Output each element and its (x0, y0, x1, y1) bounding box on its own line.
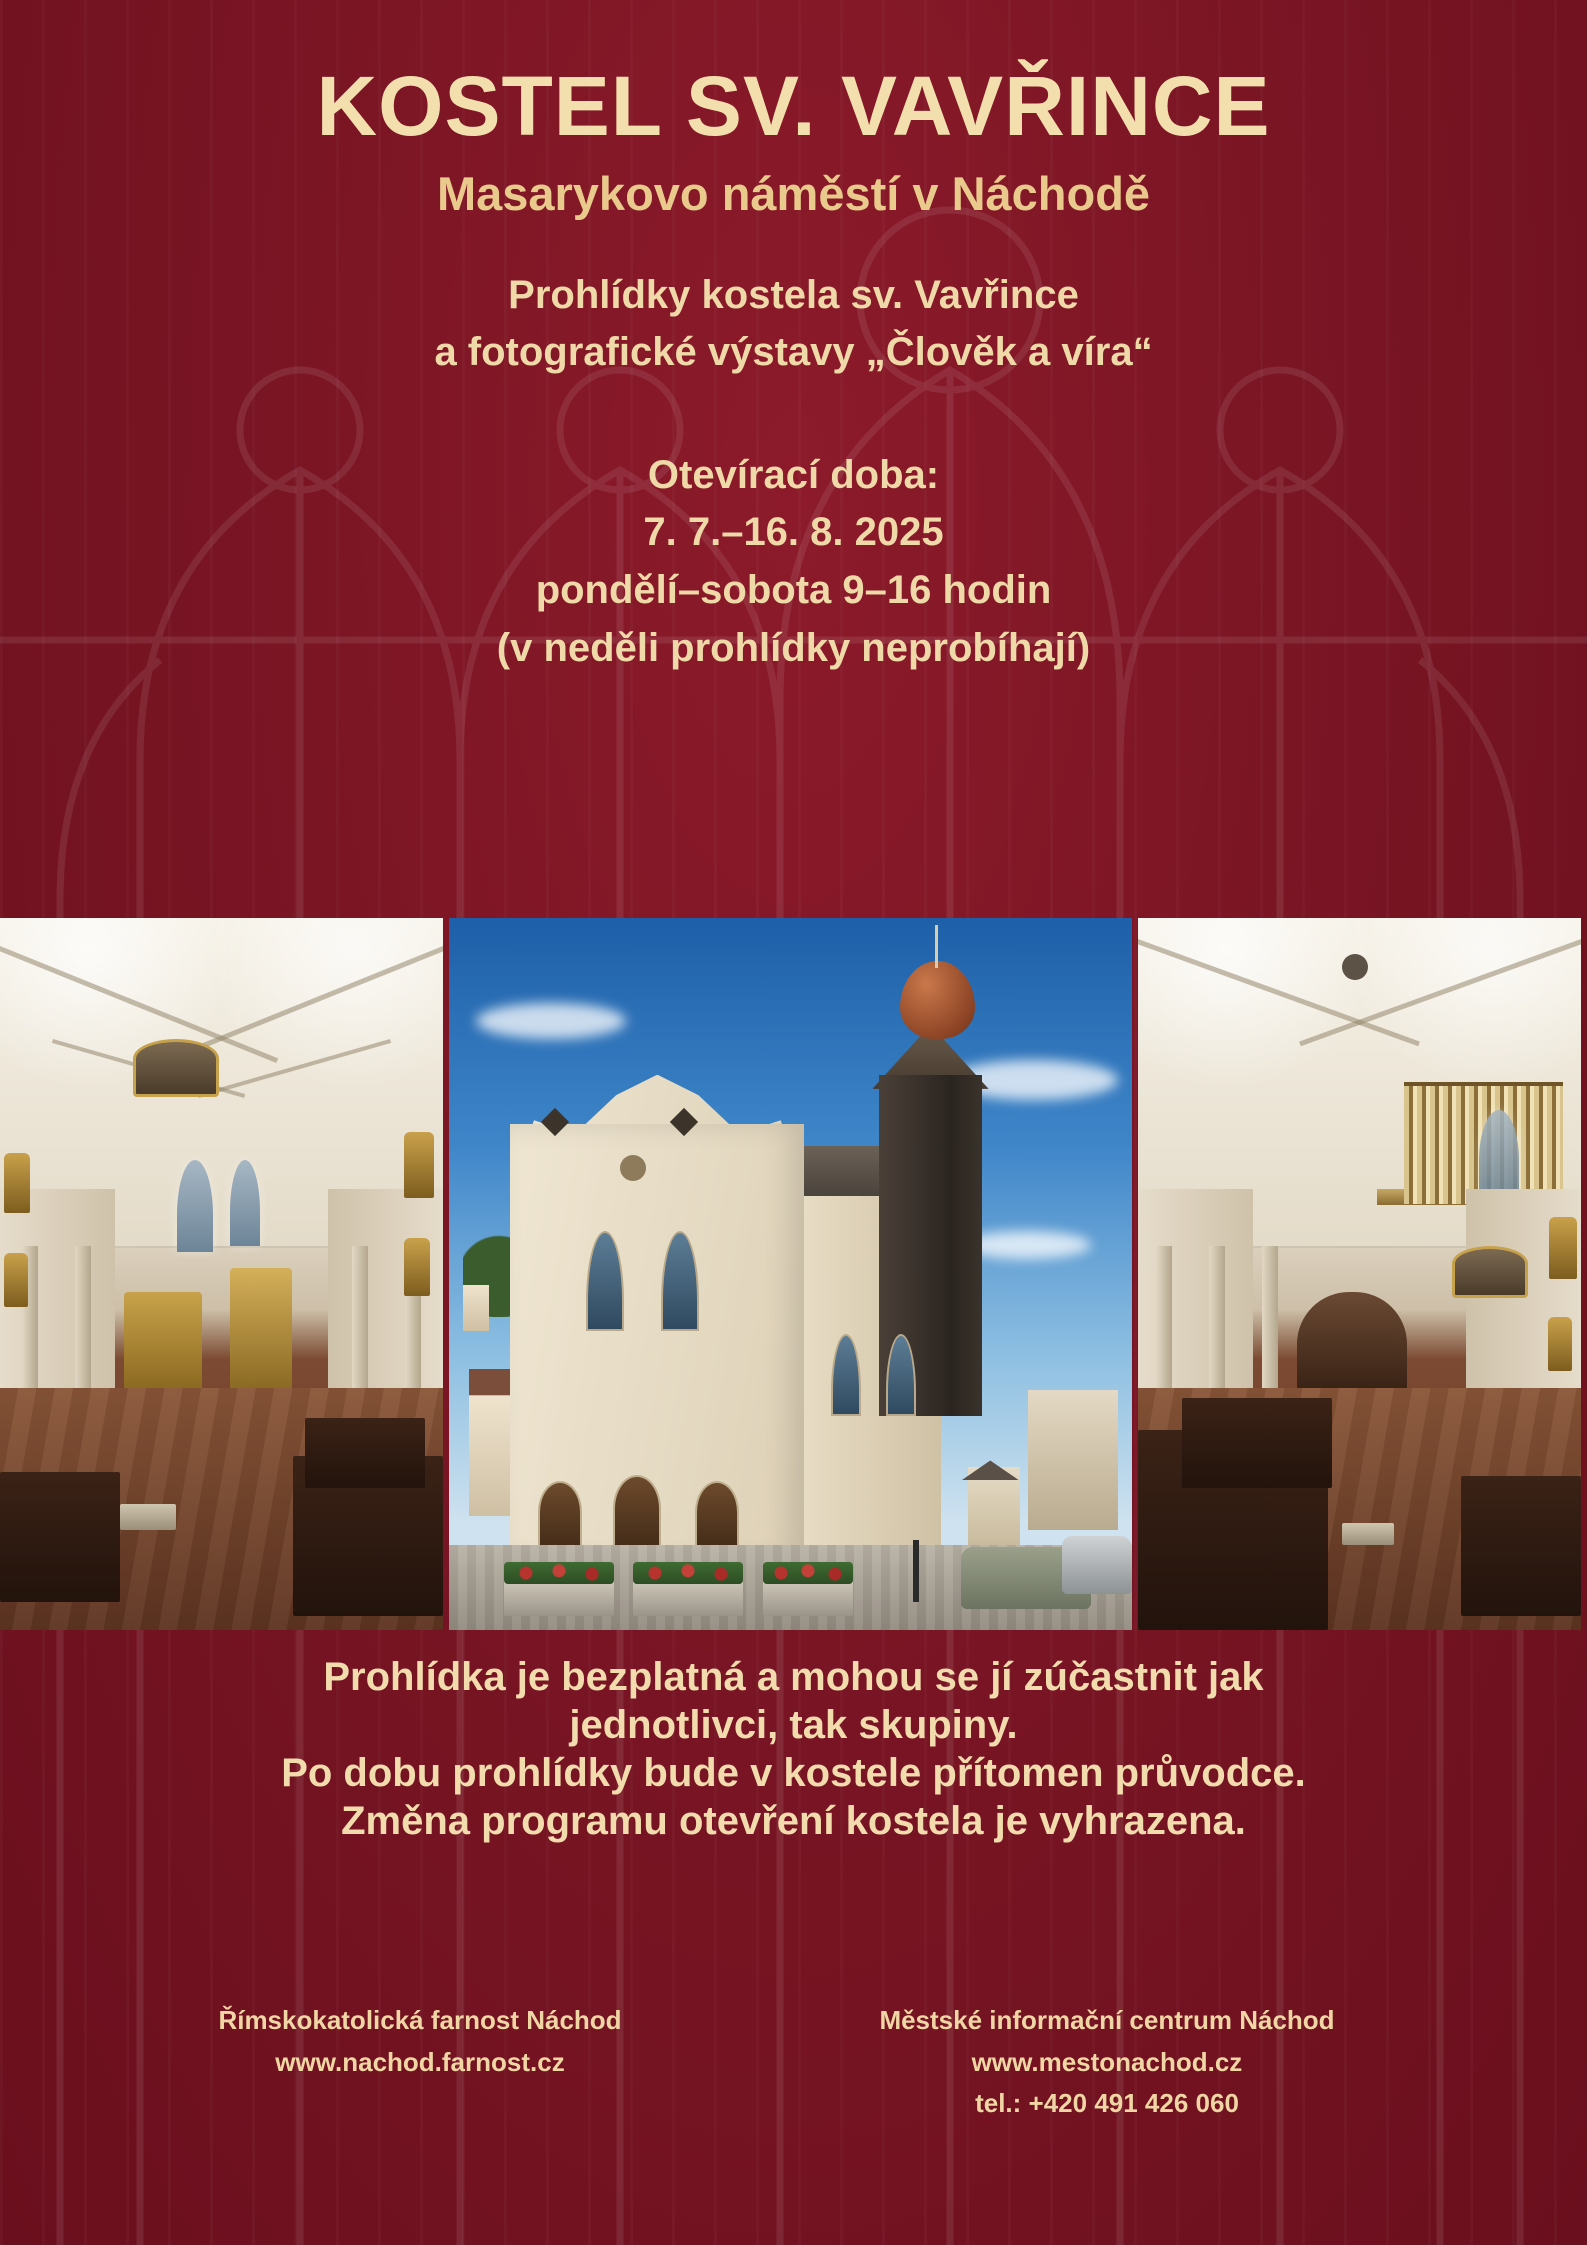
notice-line-2: jednotlivci, tak skupiny. (569, 1703, 1018, 1747)
notice-line-3: Po dobu prohlídky bude v kostele přítomen průvodce. (281, 1751, 1306, 1795)
notice-line-4: Změna programu otevření kostela je vyhrazena. (341, 1799, 1246, 1843)
lede-line-1: Prohlídky kostela sv. Vavřince (508, 273, 1079, 318)
footer-parish (180, 2000, 660, 2125)
footer (0, 2000, 1587, 2125)
footer-parish-name: Římskokatolická farnost Náchod (218, 2005, 622, 2035)
footer-info-centre-phone[interactable]: tel.: +420 491 426 060 (975, 2088, 1239, 2119)
photo-church-interior-organ-loft (1138, 918, 1581, 1630)
footer-info-centre-name: Městské informační centrum Náchod (879, 2005, 1335, 2035)
photo-church-exterior-facade-tower (449, 918, 1132, 1630)
footer-info-centre (807, 2000, 1407, 2125)
page-subtitle: Masarykovo náměstí v Náchodě (436, 167, 1151, 221)
opening-hours-note: (v neděli prohlídky neprobíhají) (496, 625, 1091, 670)
notice-block (0, 1648, 1587, 1850)
photo-church-interior-nave-altar (0, 918, 443, 1630)
opening-hours-dates: 7. 7.–16. 8. 2025 (643, 510, 944, 555)
photo-strip (0, 918, 1587, 1630)
header-block (0, 0, 1587, 677)
opening-hours-block (0, 447, 1587, 677)
footer-parish-website[interactable]: www.nachod.farnost.cz (275, 2046, 565, 2077)
lede-line-2: a fotografické výstavy „Člověk a víra“ (434, 329, 1153, 374)
opening-hours-days: pondělí–sobota 9–16 hodin (535, 567, 1052, 612)
notice-line-1: Prohlídka je bezplatná a mohou se jí zúčastnit jak (323, 1655, 1264, 1699)
page-title: KOSTEL SV. VAVŘINCE (316, 59, 1271, 153)
footer-info-centre-website[interactable]: www.mestonachod.cz (971, 2046, 1243, 2077)
opening-hours-heading: Otevírací doba: (647, 452, 940, 497)
